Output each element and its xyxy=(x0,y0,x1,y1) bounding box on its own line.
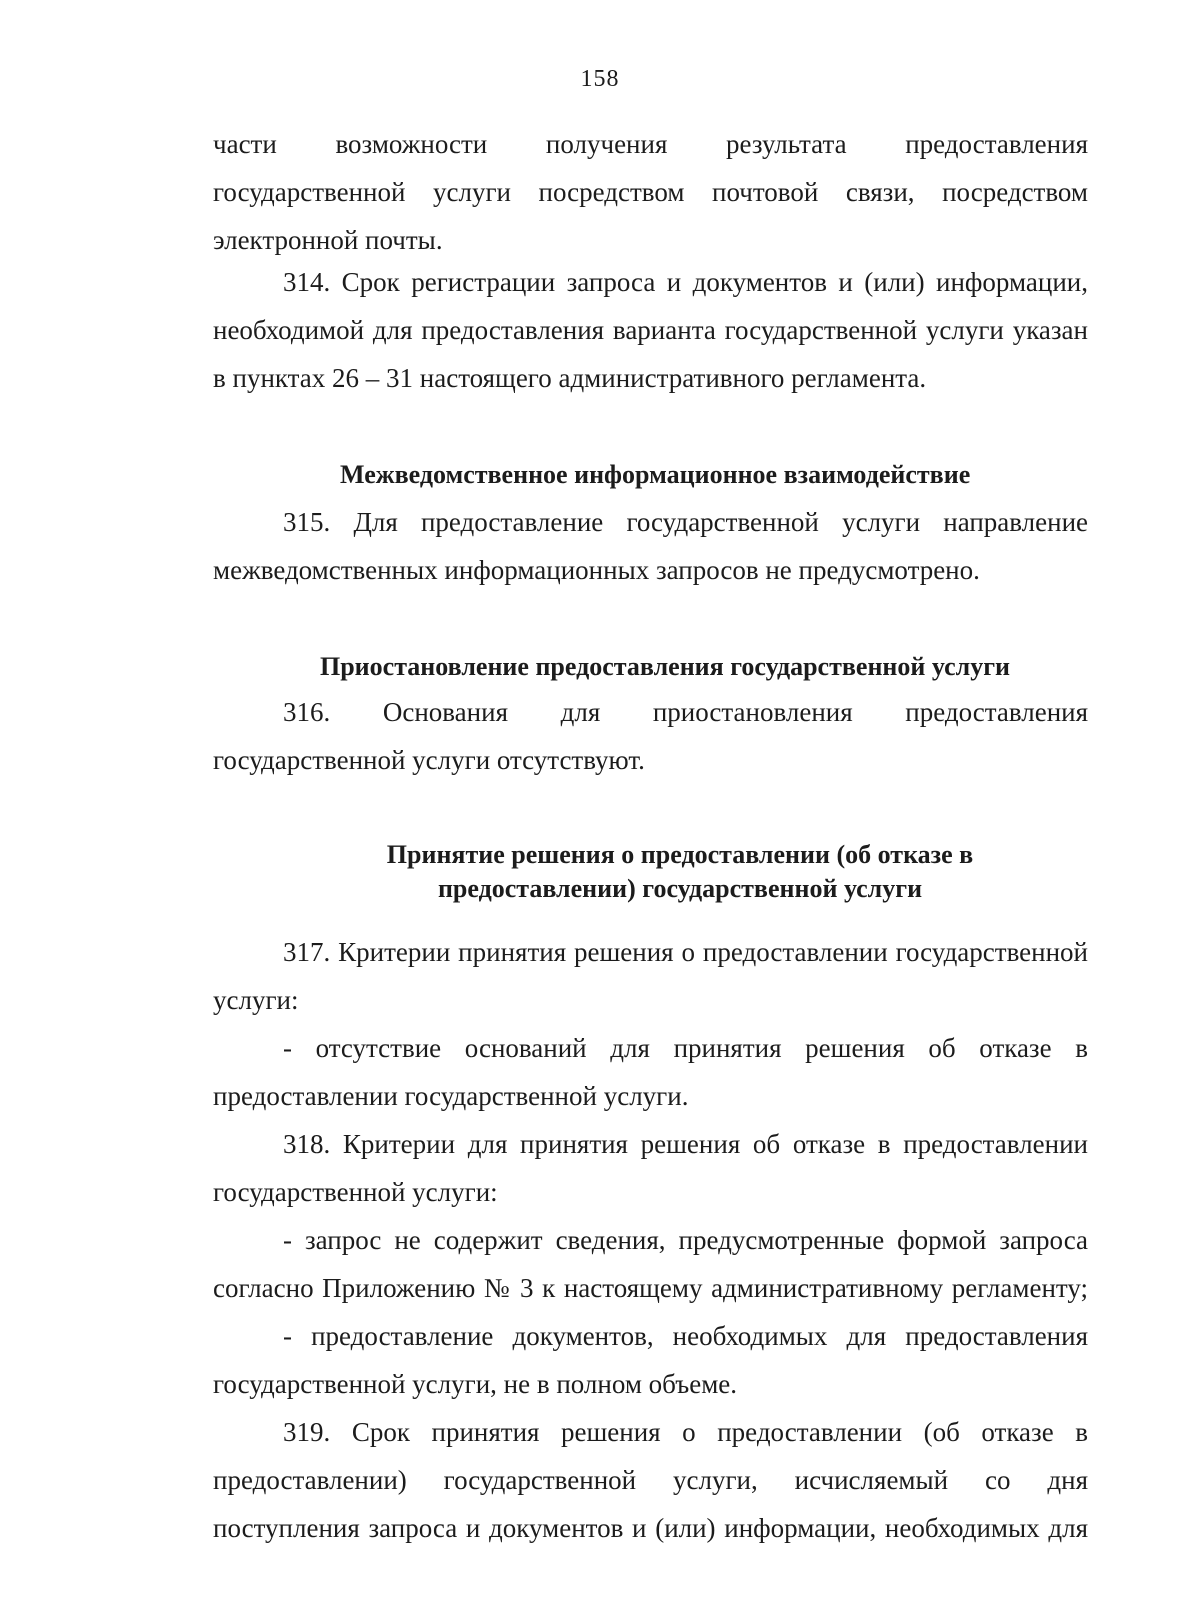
word: возможности xyxy=(335,129,488,159)
text-line: предоставлении государственной услуги. xyxy=(213,1081,689,1111)
paragraph-315 xyxy=(213,498,1088,594)
text-line xyxy=(213,120,1088,168)
section-heading-decision xyxy=(360,838,1000,906)
text-line: 319. Срок принятия решения о предоставлении (об отказе в xyxy=(283,1417,1088,1447)
text-line: - отсутствие оснований для принятия решения об отказе в xyxy=(283,1033,1088,1063)
text-line: государственной услуги посредством почтовой связи, посредством xyxy=(213,177,1088,207)
word: получения xyxy=(545,129,668,159)
text-line: электронной почты. xyxy=(213,225,443,255)
text-line: услуги: xyxy=(213,985,299,1015)
text-line: поступления запроса и документов и (или) информации, необходимых для xyxy=(213,1513,1088,1543)
text-line: государственной услуги, не в полном объеме. xyxy=(213,1369,738,1399)
text-line: предоставлении) государственной услуги, исчисляемый со дня xyxy=(213,1465,1088,1495)
text-line: - предоставление документов, необходимых для предоставления xyxy=(283,1321,1088,1351)
text-line: государственной услуги: xyxy=(213,1177,498,1207)
section-heading-interagency: Межведомственное информационное взаимодействие xyxy=(340,460,971,489)
text-line: в пунктах 26 – 31 настоящего административного регламента. xyxy=(213,363,927,393)
word: Основания xyxy=(382,697,508,727)
heading-line: Принятие решения о предоставлении (об отказе в xyxy=(386,840,974,869)
paragraphs-317-319 xyxy=(213,928,1088,1552)
text-line: - запрос не содержит сведения, предусмотренные формой запроса xyxy=(283,1225,1088,1255)
section-heading-suspension: Приостановление предоставления государственной услуги xyxy=(320,652,1011,681)
page-number: 158 xyxy=(580,66,620,92)
word: предоставления xyxy=(905,697,1089,727)
text-line: межведомственных информационных запросов не предусмотрено. xyxy=(213,555,980,585)
word: для xyxy=(560,697,601,727)
text-line: 315. Для предоставление государственной услуги направление xyxy=(283,507,1088,537)
text-line: государственной услуги отсутствуют. xyxy=(213,745,645,775)
text-line: согласно Приложению № 3 к настоящему административному регламенту; xyxy=(213,1273,1088,1303)
text-line xyxy=(213,688,1088,736)
word: 316. xyxy=(283,697,331,727)
paragraph-316 xyxy=(213,688,1088,784)
word: результата xyxy=(726,129,847,159)
text-line: 318. Критерии для принятия решения об отказе в предоставлении xyxy=(283,1129,1088,1159)
heading-line: предоставлении) государственной услуги xyxy=(437,874,923,903)
word: части xyxy=(213,129,277,159)
paragraph-continuation xyxy=(213,120,1088,264)
text-line: 314. Срок регистрации запроса и документов и (или) информации, xyxy=(283,267,1088,297)
paragraph-314 xyxy=(213,258,1088,402)
text-line: 317. Критерии принятия решения о предоставлении государственной xyxy=(283,937,1088,967)
word: приостановления xyxy=(652,697,853,727)
text-line: необходимой для предоставления варианта государственной услуги указан xyxy=(213,315,1088,345)
word: предоставления xyxy=(905,129,1088,159)
